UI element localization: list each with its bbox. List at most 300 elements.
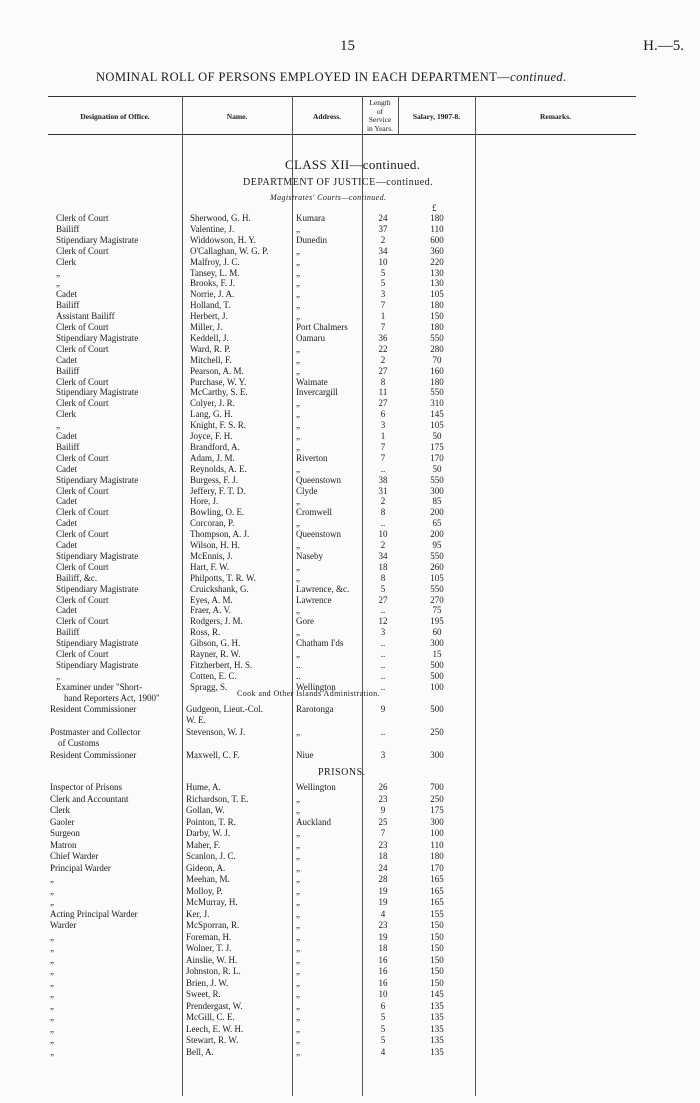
designation-cell: Clerk of Court: [56, 594, 109, 605]
table-row: [0, 398, 700, 409]
service-years-cell: 7: [380, 441, 386, 452]
salary-cell: 270: [430, 594, 444, 605]
service-years-cell: 23: [378, 839, 388, 850]
designation-cell: Bailiff: [56, 223, 80, 234]
designation-cell: Clerk of Court: [56, 616, 109, 627]
name-cell: Cotten, E. C.: [190, 670, 237, 681]
designation-cell: Examiner under "Short-: [56, 681, 143, 692]
table-row: [0, 955, 700, 966]
name-cell: Reynolds, A. E.: [190, 463, 247, 474]
salary-cell: 150: [430, 311, 444, 322]
salary-cell: 50: [432, 431, 442, 441]
address-cell: „: [296, 874, 300, 884]
name-cell: Holland, T.: [190, 300, 231, 311]
salary-cell: 550: [430, 583, 444, 594]
salary-cell: 195: [430, 616, 444, 627]
service-years-cell: 19: [378, 931, 388, 942]
salary-cell: 150: [430, 977, 444, 988]
address-cell: „: [296, 908, 300, 919]
service-years-cell: 5: [380, 267, 386, 278]
salary-cell: 130: [430, 278, 444, 289]
designation-cell: Bailiff: [56, 627, 80, 638]
table-row: [0, 268, 700, 279]
service-years-cell: 22: [378, 343, 388, 354]
salary-cell: 75: [432, 605, 442, 616]
name-cell: Philpotts, T. R. W.: [190, 572, 256, 583]
designation-cell: Clerk and Accountant: [50, 793, 129, 804]
address-cell: Wellington: [296, 782, 336, 792]
salary-cell: 300: [430, 750, 444, 760]
designation-cell: „: [50, 874, 54, 884]
designation-cell: „: [56, 670, 60, 681]
name-cell: Spragg, S.: [190, 681, 228, 692]
service-years-cell: 19: [378, 897, 388, 907]
salary-cell: 550: [430, 474, 444, 485]
address-cell: Lawrence, &c.: [296, 583, 350, 594]
address-cell: Gore: [296, 616, 314, 627]
designation-cell: Cadet: [56, 431, 77, 441]
name-cell: Eyes, A. M.: [190, 594, 233, 605]
name-cell: Pearson, A. M.: [190, 365, 244, 376]
salary-cell: 100: [430, 681, 444, 692]
address-cell: „: [296, 1000, 300, 1011]
name-cell: Sherwood, G. H.: [190, 213, 251, 223]
service-years-cell: 5: [380, 1023, 386, 1034]
table-row: [0, 595, 700, 606]
designation-cell: Inspector of Prisons: [50, 782, 122, 792]
address-cell: „: [296, 851, 300, 861]
name-cell: Brien, J. W.: [186, 977, 229, 988]
service-years-cell: 8: [380, 507, 386, 518]
name-cell: Bowling, O. E.: [190, 507, 245, 518]
designation-cell: Clerk: [56, 409, 76, 420]
name-cell: Fitzherbert, H. S.: [190, 659, 253, 670]
salary-cell: 180: [430, 851, 444, 861]
table-row: [0, 257, 700, 268]
salary-cell: 170: [430, 862, 444, 873]
service-years-cell: 26: [378, 782, 388, 792]
name-cell: Sweet, R.: [186, 989, 221, 999]
address-cell: Rarotonga: [296, 704, 334, 714]
table-row: [0, 932, 700, 943]
roll-title: [96, 70, 567, 85]
header-address: Address.: [313, 112, 341, 121]
salary-cell: 95: [432, 540, 442, 550]
designation-cell: Assistant Bailiff: [56, 311, 115, 322]
header-remarks: Remarks.: [539, 112, 572, 121]
salary-cell: 180: [430, 322, 444, 332]
salary-cell: 160: [430, 365, 444, 376]
service-years-cell: 7: [380, 452, 386, 463]
table-row: [0, 453, 700, 464]
table-row: [0, 605, 700, 616]
designation-cell: Clerk of Court: [56, 343, 109, 354]
address-cell: Clyde: [296, 485, 318, 496]
table-row: [0, 486, 700, 497]
salary-cell: 200: [430, 507, 444, 518]
address-cell: Port Chalmers: [296, 322, 348, 332]
name-cell: O'Callaghan, W. G. P.: [190, 245, 269, 256]
section-prisons-title: PRISONS.: [318, 767, 366, 778]
address-cell: ..: [296, 670, 301, 681]
designation-cell: Bailiff: [56, 300, 80, 311]
designation-cell: Clerk: [50, 805, 70, 815]
salary-cell: 135: [430, 1046, 444, 1057]
designation-cell: Clerk of Court: [56, 485, 109, 496]
class-title: CLASS XII—continued.: [285, 157, 421, 172]
name-cell: Widdowson, H. Y.: [190, 234, 256, 245]
name-cell: Herbert, J.: [190, 311, 228, 322]
name-cell: Darby, W. J.: [186, 828, 231, 838]
name-cell: Burgess, F. J.: [190, 474, 238, 485]
salary-cell: 170: [430, 452, 444, 463]
address-cell: „: [296, 311, 300, 322]
name-cell: Gibson, G. H.: [190, 638, 241, 649]
address-cell: Naseby: [296, 550, 323, 561]
designation-cell: „: [50, 1046, 54, 1057]
service-years-cell: 34: [378, 550, 388, 561]
document-code: H.—5.: [643, 38, 684, 54]
designation-cell: Clerk of Court: [56, 452, 109, 463]
service-years-cell: 4: [380, 908, 386, 919]
salary-cell: 165: [430, 885, 444, 896]
address-cell: „: [296, 649, 300, 659]
name-cell: Molloy, P.: [186, 885, 223, 896]
name-cell: Hume, A.: [186, 782, 221, 792]
address-cell: Kumara: [296, 213, 325, 223]
address-cell: „: [296, 931, 300, 942]
service-years-cell: 2: [380, 234, 386, 245]
salary-cell: 130: [430, 267, 444, 278]
table-row: [0, 377, 700, 388]
table-row: [0, 344, 700, 355]
designation-cell: Acting Principal Warder: [50, 908, 138, 919]
header-length-3: Service: [368, 115, 392, 124]
table-row: [0, 562, 700, 573]
designation-cell: Clerk of Court: [56, 245, 109, 256]
designation-cell: Stipendiary Magistrate: [56, 332, 139, 343]
service-years-cell: 23: [378, 793, 388, 804]
designation-cell: „: [50, 1023, 54, 1034]
name-cell: Valentine, J.: [190, 223, 235, 234]
name-cell: Corcoran, P.: [190, 518, 235, 529]
header-length-2: of: [376, 106, 384, 116]
table-row: [0, 671, 700, 682]
address-cell: „: [296, 245, 300, 256]
salary-cell: 280: [430, 343, 444, 354]
service-years-cell: 10: [378, 989, 388, 999]
header-length-4: in Years.: [366, 123, 394, 133]
table-row: [0, 366, 700, 377]
designation-cell: „: [56, 420, 60, 431]
service-years-cell: 6: [380, 409, 386, 420]
address-cell: „: [296, 977, 300, 988]
table-row: [0, 300, 700, 311]
table-row: [0, 420, 700, 431]
table-row: [0, 246, 700, 257]
name-cell: Scanlon, J. C.: [186, 851, 236, 861]
name-cell: Meehan, M.: [186, 874, 230, 884]
address-cell: „: [296, 518, 300, 529]
address-cell: „: [296, 496, 300, 507]
salary-cell: 150: [430, 966, 444, 976]
section-cook-islands-title: Cook and Other Islands Administration.: [237, 689, 380, 698]
service-years-cell: 24: [378, 213, 388, 223]
table-row: [0, 989, 700, 1000]
address-cell: Auckland: [296, 816, 331, 827]
service-years-cell: 27: [378, 398, 388, 409]
salary-cell: 165: [430, 874, 444, 884]
address-cell: „: [296, 256, 300, 267]
address-cell: „: [296, 966, 300, 976]
name-cell: Thompson, A. J.: [190, 529, 250, 540]
address-cell: „: [296, 839, 300, 850]
salary-cell: 135: [430, 1000, 444, 1011]
designation-cell: „: [50, 1000, 54, 1011]
salary-cell: 150: [430, 954, 444, 965]
address-cell: „: [296, 561, 300, 572]
name-cell: Wilson, H. H.: [190, 540, 240, 550]
header-length-1: Length: [369, 98, 391, 107]
address-cell: „: [296, 897, 300, 907]
designation-cell: Stipendiary Magistrate: [56, 234, 139, 245]
name-cell: Cruickshank, G.: [190, 583, 249, 594]
name-cell: Maher, F.: [186, 839, 221, 850]
name-cell: Hore, J.: [190, 496, 219, 507]
designation-cell: „: [50, 954, 54, 965]
table-row: [0, 863, 700, 874]
table-row: [0, 920, 700, 931]
salary-cell: 155: [430, 908, 444, 919]
name-cell: McSporran, R.: [186, 920, 240, 930]
service-years-cell: 7: [380, 828, 386, 838]
name-cell: Stewart, R. W.: [186, 1035, 239, 1045]
name-cell: Knight, F. S. R.: [190, 420, 247, 431]
table-row: [0, 1047, 700, 1058]
salary-cell: 550: [430, 550, 444, 561]
designation-cell: Chief Warder: [50, 851, 99, 861]
name-cell: Johnston, R. L.: [186, 966, 241, 976]
service-years-cell: 2: [380, 496, 386, 507]
salary-cell: 500: [430, 704, 444, 714]
table-row: [0, 886, 700, 897]
service-years-cell: 19: [378, 885, 388, 896]
service-years-cell: 2: [380, 354, 386, 365]
service-years-cell: 16: [378, 966, 388, 976]
address-cell: „: [296, 727, 300, 737]
designation-cell: Clerk: [56, 256, 76, 267]
name-cell: Brandford, A.: [190, 441, 240, 452]
service-years-cell: 1: [380, 431, 386, 441]
header-designation: Designation of Office.: [80, 112, 150, 121]
table-row: [0, 1024, 700, 1035]
service-years-cell: 18: [378, 851, 388, 861]
service-years-cell: 31: [378, 485, 388, 496]
service-years-cell: ..: [380, 659, 386, 670]
salary-cell: 145: [430, 409, 444, 420]
salary-cell: 50: [432, 463, 442, 474]
service-years-cell: 3: [380, 289, 386, 300]
service-years-cell: 37: [378, 223, 388, 234]
salary-cell: 220: [430, 256, 444, 267]
salary-cell: 135: [430, 1035, 444, 1045]
service-years-cell: ..: [380, 638, 386, 649]
table-row: [0, 584, 700, 595]
table-row: [0, 333, 700, 344]
name-cell: Miller, J.: [190, 322, 223, 332]
name-cell: Hart, F. W.: [190, 561, 230, 572]
service-years-cell: 18: [378, 561, 388, 572]
service-years-cell: 5: [380, 278, 386, 289]
designation-cell: „: [50, 1035, 54, 1045]
name-cell: Tansey, L. M.: [190, 267, 240, 278]
table-row-continuation: [0, 715, 700, 726]
service-years-cell: 16: [378, 954, 388, 965]
salary-cell: 175: [430, 805, 444, 815]
designation-cell: Clerk of Court: [56, 322, 109, 332]
table-row: [0, 573, 700, 584]
salary-cell: 165: [430, 897, 444, 907]
address-cell: „: [296, 920, 300, 930]
service-years-cell: 3: [380, 750, 386, 760]
address-cell: „: [296, 793, 300, 804]
service-years-cell: 9: [380, 805, 386, 815]
address-cell: „: [296, 354, 300, 365]
address-cell: „: [296, 441, 300, 452]
address-cell: „: [296, 278, 300, 289]
salary-cell: 150: [430, 931, 444, 942]
address-cell: „: [296, 885, 300, 896]
address-cell: „: [296, 954, 300, 965]
designation-cell: Clerk of Court: [56, 507, 109, 518]
service-years-cell: ..: [380, 518, 386, 529]
designation-cell: Stipendiary Magistrate: [56, 550, 139, 561]
address-cell: „: [296, 431, 300, 441]
table-row: [0, 616, 700, 627]
currency-symbol: £: [432, 203, 437, 213]
designation-cell-continued: hand Reporters Act, 1900": [64, 692, 160, 703]
service-years-cell: 27: [378, 594, 388, 605]
section-magistrates-title: Magistrates' Courts—continued.: [270, 193, 387, 202]
name-cell: Gollan, W.: [186, 805, 225, 815]
designation-cell: Bailiff, &c.: [56, 572, 98, 583]
service-years-cell: 3: [380, 627, 386, 638]
page-number: 15: [340, 38, 355, 54]
designation-cell: Bailiff: [56, 441, 80, 452]
address-cell: „: [296, 409, 300, 420]
designation-cell: Clerk of Court: [56, 376, 109, 387]
salary-cell: 110: [430, 839, 444, 850]
service-years-cell: 34: [378, 245, 388, 256]
salary-cell: 180: [430, 213, 444, 223]
table-row: [0, 387, 700, 398]
salary-cell: 145: [430, 989, 444, 999]
address-cell: Lawrence: [296, 594, 332, 605]
address-cell: ..: [296, 659, 301, 670]
designation-cell: Stipendiary Magistrate: [56, 638, 139, 649]
table-row: [0, 943, 700, 954]
name-cell: Colyer, J. R.: [190, 398, 235, 409]
name-cell: Brooks, F. J.: [190, 278, 236, 289]
table-row: [0, 978, 700, 989]
name-cell: Maxwell, C. F.: [186, 750, 240, 760]
name-cell: Jeffery, F. T. D.: [190, 485, 246, 496]
table-row: [0, 464, 700, 475]
service-years-cell: 6: [380, 1000, 386, 1011]
table-row: [0, 627, 700, 638]
service-years-cell: 7: [380, 322, 386, 332]
name-cell: Leech, E. W. H.: [186, 1023, 244, 1034]
table-row: [0, 805, 700, 816]
salary-cell: 180: [430, 300, 444, 311]
designation-cell: Postmaster and Collector: [50, 727, 141, 737]
header-length: [362, 99, 398, 133]
service-years-cell: ..: [380, 727, 386, 737]
designation-cell: „: [50, 931, 54, 942]
table-row-continuation: [0, 738, 700, 749]
designation-cell: Resident Commissioner: [50, 750, 137, 760]
service-years-cell: 8: [380, 572, 386, 583]
address-cell: „: [296, 572, 300, 583]
address-cell: „: [296, 1023, 300, 1034]
table-row: [0, 851, 700, 862]
designation-cell: Cadet: [56, 605, 77, 616]
service-years-cell: 9: [380, 704, 386, 714]
address-cell: „: [296, 805, 300, 815]
service-years-cell: ..: [380, 463, 386, 474]
designation-cell: Cadet: [56, 540, 77, 550]
designation-cell: Stipendiary Magistrate: [56, 387, 139, 398]
address-cell: Waimate: [296, 376, 328, 387]
name-cell: Pointon, T. R.: [186, 816, 236, 827]
address-cell: Invercargill: [296, 387, 338, 398]
designation-cell: Gaoler: [50, 816, 75, 827]
salary-cell: 65: [432, 518, 442, 529]
designation-cell: „: [50, 943, 54, 953]
name-cell: Mitchell, F.: [190, 354, 232, 365]
table-row: [0, 278, 700, 289]
service-years-cell: 7: [380, 300, 386, 311]
service-years-cell: 27: [378, 365, 388, 376]
address-cell: „: [296, 300, 300, 311]
designation-cell: Clerk of Court: [56, 529, 109, 540]
designation-cell: Surgeon: [50, 828, 80, 838]
table-row: [0, 750, 700, 761]
designation-cell: „: [50, 977, 54, 988]
address-cell: „: [296, 463, 300, 474]
designation-cell: Cadet: [56, 354, 77, 365]
salary-cell: 105: [430, 289, 444, 300]
service-years-cell: 8: [380, 376, 386, 387]
table-row: [0, 1012, 700, 1023]
designation-cell: „: [50, 1012, 54, 1022]
address-cell: Queenstown: [296, 474, 341, 485]
salary-cell: 300: [430, 816, 444, 827]
salary-cell: 60: [432, 627, 442, 638]
salary-cell: 260: [430, 561, 444, 572]
address-cell: „: [296, 943, 300, 953]
table-row: [0, 909, 700, 920]
header-salary: Salary, 1907-8.: [412, 112, 461, 121]
address-cell: „: [296, 365, 300, 376]
salary-cell: 360: [430, 245, 444, 256]
designation-cell: „: [56, 278, 60, 289]
table-row: [0, 897, 700, 908]
address-cell: „: [296, 398, 300, 409]
designation-cell: Cadet: [56, 518, 77, 529]
designation-cell: Clerk of Court: [56, 213, 109, 223]
header-name: Name.: [226, 112, 248, 121]
